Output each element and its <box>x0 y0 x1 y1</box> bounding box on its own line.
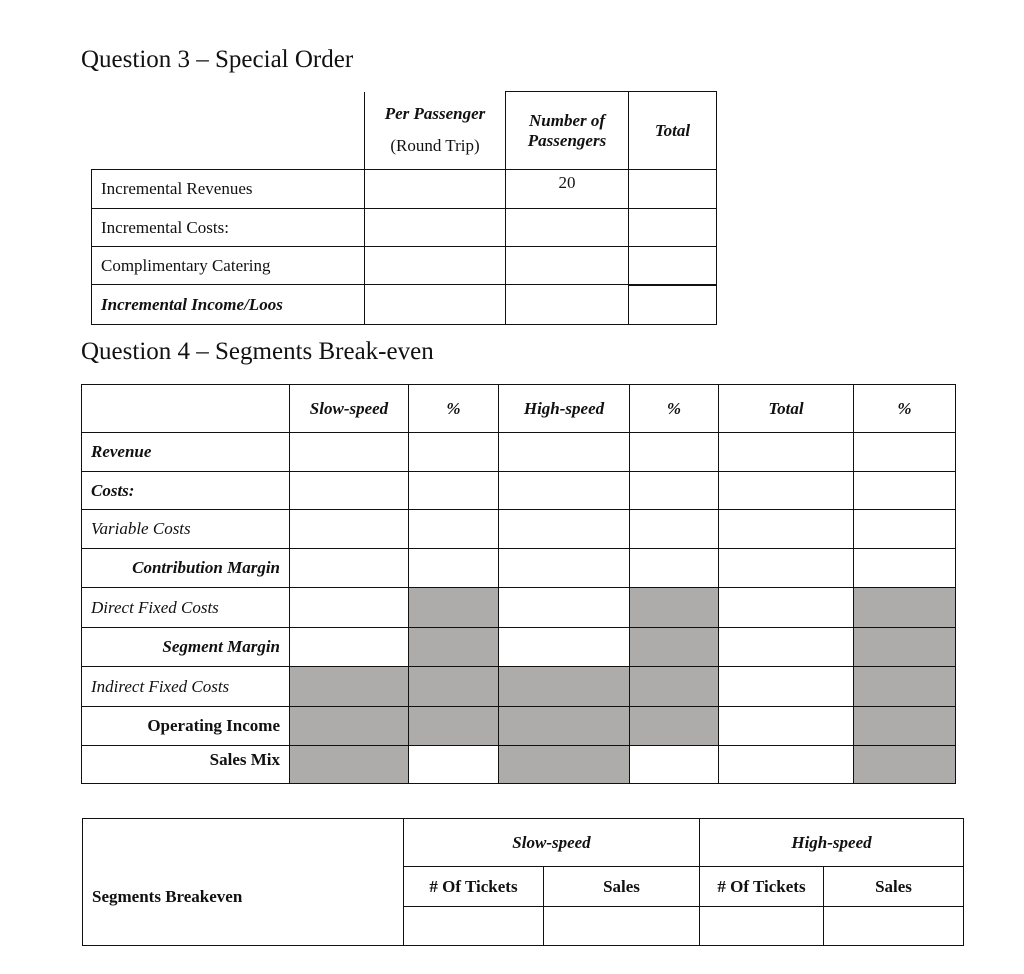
cell <box>854 433 956 472</box>
header-per-passenger: Per Passenger (Round Trip) <box>365 92 506 170</box>
cell <box>409 510 499 549</box>
cell <box>365 247 506 285</box>
cell <box>506 285 629 325</box>
shaded-cell <box>630 707 719 746</box>
shaded-cell <box>854 588 956 628</box>
cell <box>499 588 630 628</box>
cell <box>629 247 717 285</box>
header-number-of-passengers: Number of Passengers <box>506 92 629 170</box>
cell <box>630 746 719 784</box>
shaded-cell <box>290 707 409 746</box>
header-tickets: # Of Tickets <box>404 867 544 907</box>
question-4-heading: Question 4 – Segments Break-even <box>81 338 434 365</box>
table-row <box>82 707 956 746</box>
cell <box>365 209 506 247</box>
shaded-cell <box>409 628 499 667</box>
cell <box>290 472 409 510</box>
cell <box>719 628 854 667</box>
row-label: Operating Income <box>82 707 290 746</box>
cell <box>719 667 854 707</box>
shaded-cell <box>499 667 630 707</box>
cell <box>629 209 717 247</box>
cell <box>629 285 717 325</box>
cell <box>409 549 499 588</box>
shaded-cell <box>854 667 956 707</box>
row-label: Costs: <box>82 472 290 510</box>
cell <box>629 170 717 209</box>
shaded-cell <box>290 667 409 707</box>
table-row <box>92 209 717 247</box>
cell <box>719 433 854 472</box>
shaded-cell <box>630 628 719 667</box>
row-label: Incremental Income/Loos <box>92 285 365 325</box>
header-sales: Sales <box>824 867 964 907</box>
shaded-cell <box>630 588 719 628</box>
cell <box>824 907 964 946</box>
cell <box>630 549 719 588</box>
cell <box>719 707 854 746</box>
row-label: Segment Margin <box>82 628 290 667</box>
special-order-table <box>91 91 717 325</box>
header-tickets: # Of Tickets <box>700 867 824 907</box>
row-label: Variable Costs <box>82 510 290 549</box>
table-row <box>92 247 717 285</box>
header-sales: Sales <box>544 867 700 907</box>
table-row <box>82 510 956 549</box>
cell <box>409 746 499 784</box>
cell <box>290 433 409 472</box>
table-row <box>82 746 956 784</box>
header-row <box>82 385 956 433</box>
shaded-cell <box>290 746 409 784</box>
cell <box>499 510 630 549</box>
segments-break-even-table <box>81 384 956 784</box>
header-total: Total <box>629 92 717 170</box>
cell <box>404 907 544 946</box>
cell <box>630 472 719 510</box>
cell <box>365 170 506 209</box>
table-row <box>82 628 956 667</box>
cell <box>544 907 700 946</box>
cell <box>290 510 409 549</box>
cell <box>499 628 630 667</box>
shaded-cell <box>409 707 499 746</box>
header-percent: % <box>409 385 499 433</box>
cell <box>506 209 629 247</box>
cell <box>506 247 629 285</box>
table-row <box>92 170 717 209</box>
cell <box>854 472 956 510</box>
header-high-speed: High-speed <box>700 819 964 867</box>
question-3-heading: Question 3 – Special Order <box>81 46 354 73</box>
header-slow-speed: Slow-speed <box>404 819 700 867</box>
cell <box>499 433 630 472</box>
table-row <box>92 285 717 325</box>
shaded-cell <box>854 746 956 784</box>
cell <box>409 472 499 510</box>
row-label: Incremental Revenues <box>92 170 365 209</box>
header-slow-speed: Slow-speed <box>290 385 409 433</box>
table-row <box>82 667 956 707</box>
table-row <box>82 588 956 628</box>
row-label: Complimentary Catering <box>92 247 365 285</box>
table-row <box>82 549 956 588</box>
shaded-cell <box>854 707 956 746</box>
row-label: Indirect Fixed Costs <box>82 667 290 707</box>
cell <box>719 588 854 628</box>
cell <box>499 549 630 588</box>
shaded-cell <box>409 588 499 628</box>
cell <box>719 472 854 510</box>
cell <box>499 472 630 510</box>
shaded-cell <box>499 746 630 784</box>
cell <box>365 285 506 325</box>
shaded-cell <box>854 628 956 667</box>
segments-breakeven-label: Segments Breakeven <box>83 819 404 946</box>
cell <box>719 549 854 588</box>
row-label: Contribution Margin <box>82 549 290 588</box>
cell <box>630 433 719 472</box>
row-label: Revenue <box>82 433 290 472</box>
cell <box>290 628 409 667</box>
cell-passengers-value: 20 <box>506 170 629 209</box>
table-row <box>82 433 956 472</box>
header-percent: % <box>854 385 956 433</box>
cell <box>700 907 824 946</box>
table-row <box>82 472 956 510</box>
cell <box>290 588 409 628</box>
cell <box>409 433 499 472</box>
cell <box>290 549 409 588</box>
cell <box>719 746 854 784</box>
header-high-speed: High-speed <box>499 385 630 433</box>
row-label: Sales Mix <box>82 746 290 784</box>
row-label: Direct Fixed Costs <box>82 588 290 628</box>
cell <box>719 510 854 549</box>
header-percent: % <box>630 385 719 433</box>
cell <box>854 549 956 588</box>
shaded-cell <box>630 667 719 707</box>
row-label: Incremental Costs: <box>92 209 365 247</box>
cell <box>630 510 719 549</box>
cell <box>854 510 956 549</box>
segments-breakeven-table <box>82 818 964 946</box>
header-total: Total <box>719 385 854 433</box>
shaded-cell <box>409 667 499 707</box>
shaded-cell <box>499 707 630 746</box>
